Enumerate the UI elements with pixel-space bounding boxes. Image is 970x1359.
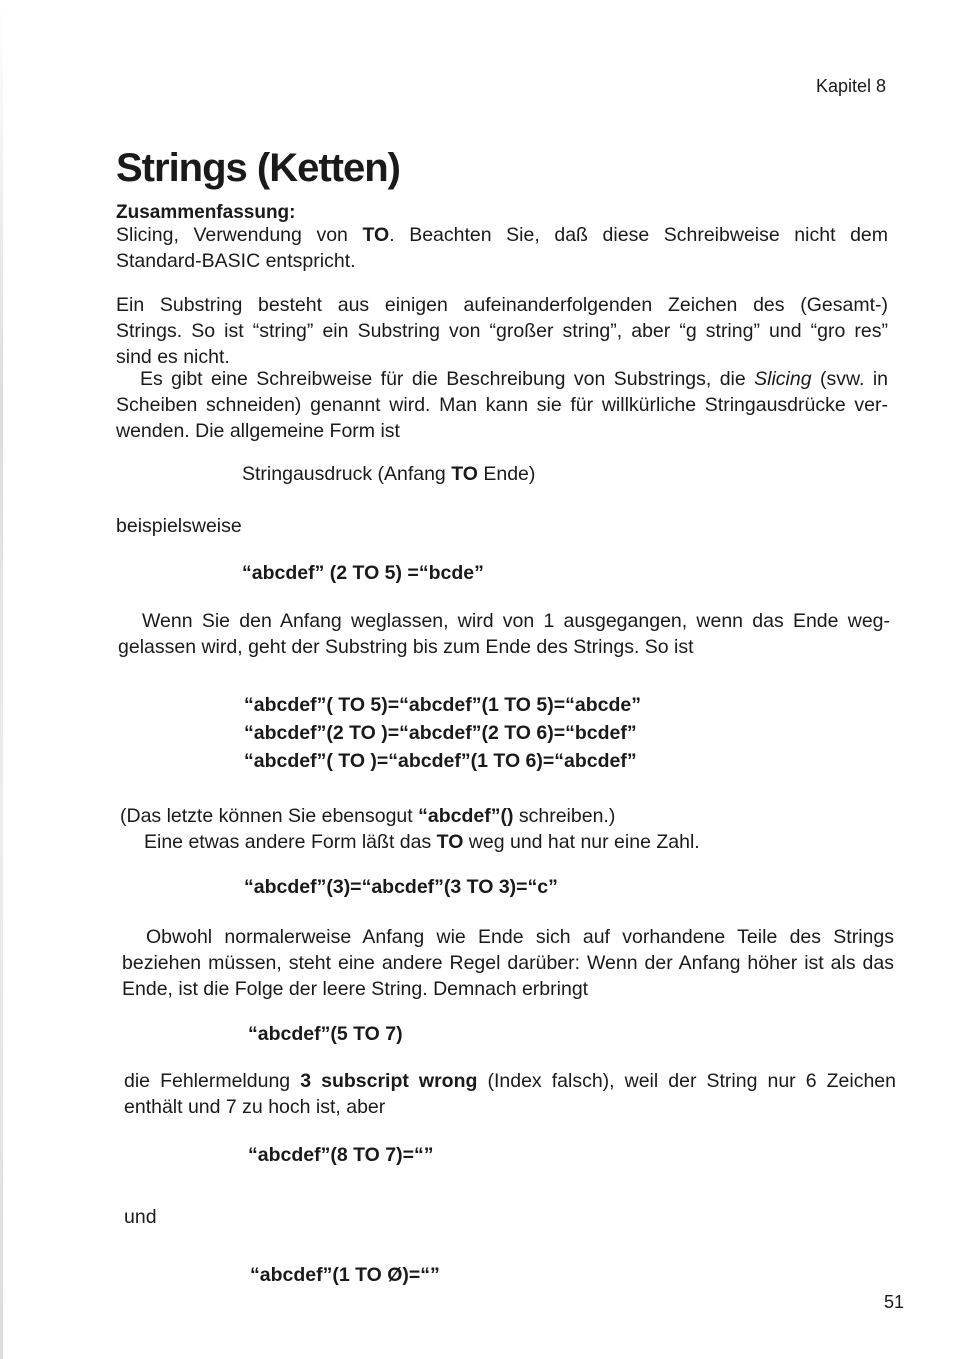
paragraph-line: Ende, ist die Folge der leere String. Demnach erbringt — [122, 978, 589, 1000]
text-part: Ende) — [477, 463, 536, 485]
scan-edge — [0, 0, 3, 1359]
summary-line-2: Standard-BASIC entspricht. — [116, 250, 356, 272]
text-part: schreiben.) — [513, 805, 616, 827]
error-message: 3 subscript wrong — [300, 1070, 478, 1092]
text-part: weg und hat nur eine Zahl. — [463, 831, 700, 853]
paragraph-line: Scheiben schneiden) genannt wird. Man kann sie für willkürliche Stringausdrücke ver- — [116, 394, 888, 416]
summary-heading: Zusammenfassung: — [116, 202, 296, 223]
page-title: Strings (Ketten) — [116, 146, 400, 190]
paragraph-line — [120, 829, 892, 855]
paragraph-line: Obwohl normalerweise Anfang wie Ende sich auf vorhandene Teile des Strings — [146, 926, 894, 948]
code-example-5: “abcdef”(1 TO Ø)=“” — [250, 1264, 440, 1286]
code-block — [244, 691, 641, 775]
word-und: und — [124, 1206, 157, 1228]
text-part: (Index falsch), weil der String nur 6 Zeichen — [477, 1070, 896, 1092]
code-example-2: “abcdef”(3)=“abcdef”(3 TO 3)=“c” — [244, 876, 558, 898]
code-example-3: “abcdef”(5 TO 7) — [248, 1023, 403, 1045]
paragraph-line — [116, 366, 888, 392]
page-number: 51 — [883, 1292, 904, 1312]
paragraph-substring — [116, 292, 888, 370]
code-inline: “abcdef”() — [418, 805, 514, 827]
keyword-to: TO — [436, 831, 464, 853]
paragraph-line: enthält und 7 zu hoch ist, aber — [124, 1096, 386, 1118]
keyword-to: TO — [362, 224, 390, 246]
paragraph-line — [124, 1068, 896, 1094]
term-slicing: Slicing — [754, 368, 812, 390]
paragraph-omit — [118, 608, 890, 660]
text-part: (Das letzte können Sie ebensogut — [120, 805, 419, 827]
paragraph-line: sind es nicht. — [116, 346, 230, 368]
code-line: “abcdef”(2 TO )=“abcdef”(2 TO 6)=“bcdef” — [244, 722, 637, 744]
text-part: Es gibt eine Schreibweise für die Beschreibung von Substrings, die — [140, 368, 755, 390]
paragraph-line: Wenn Sie den Anfang weglassen, wird von 1 ausgegangen, wenn das Ende weg- — [142, 610, 890, 632]
paragraph-line — [120, 803, 892, 829]
paragraph-rule — [122, 924, 894, 1002]
paragraph-line: beziehen müssen, steht eine andere Regel darüber: Wenn der Anfang höher ist als das — [122, 952, 894, 974]
keyword-to: TO — [451, 463, 478, 485]
paragraph-line: Ein Substring besteht aus einigen aufeinanderfolgenden Zeichen des (Gesamt-) — [116, 294, 888, 316]
text-part: die Fehlermeldung — [124, 1070, 301, 1092]
summary-text — [116, 222, 888, 274]
general-form — [242, 463, 535, 486]
code-line: “abcdef”( TO 5)=“abcdef”(1 TO 5)=“abcde” — [244, 694, 641, 716]
paragraph-line: wenden. Die allgemeine Form ist — [116, 420, 400, 442]
paragraph-empty-parens — [120, 803, 892, 855]
paragraph-line: Strings. So ist “string” ein Substring von “großer string”, aber “g string” und “gro res” — [116, 320, 888, 342]
text-part: Stringausdruck (Anfang — [242, 463, 452, 485]
paragraph-line: gelassen wird, geht der Substring bis zum Ende des Strings. So ist — [118, 636, 694, 658]
summary-text-part: . Beachten Sie, daß diese Schreibweise nicht dem — [389, 224, 888, 246]
example-intro: beispielsweise — [116, 515, 242, 537]
paragraph-slicing — [116, 366, 888, 444]
summary-line-1 — [116, 222, 888, 248]
text-part: (svw. in — [811, 368, 889, 390]
paragraph-error — [124, 1068, 896, 1120]
code-example-1: “abcdef” (2 TO 5) =“bcde” — [242, 562, 484, 584]
summary-text-part: Slicing, Verwendung von — [116, 224, 363, 246]
chapter-label: Kapitel 8 — [815, 76, 886, 96]
code-line: “abcdef”( TO )=“abcdef”(1 TO 6)=“abcdef” — [244, 750, 637, 772]
code-example-4: “abcdef”(8 TO 7)=“” — [248, 1144, 434, 1166]
text-part: Eine etwas andere Form läßt das — [144, 831, 437, 853]
